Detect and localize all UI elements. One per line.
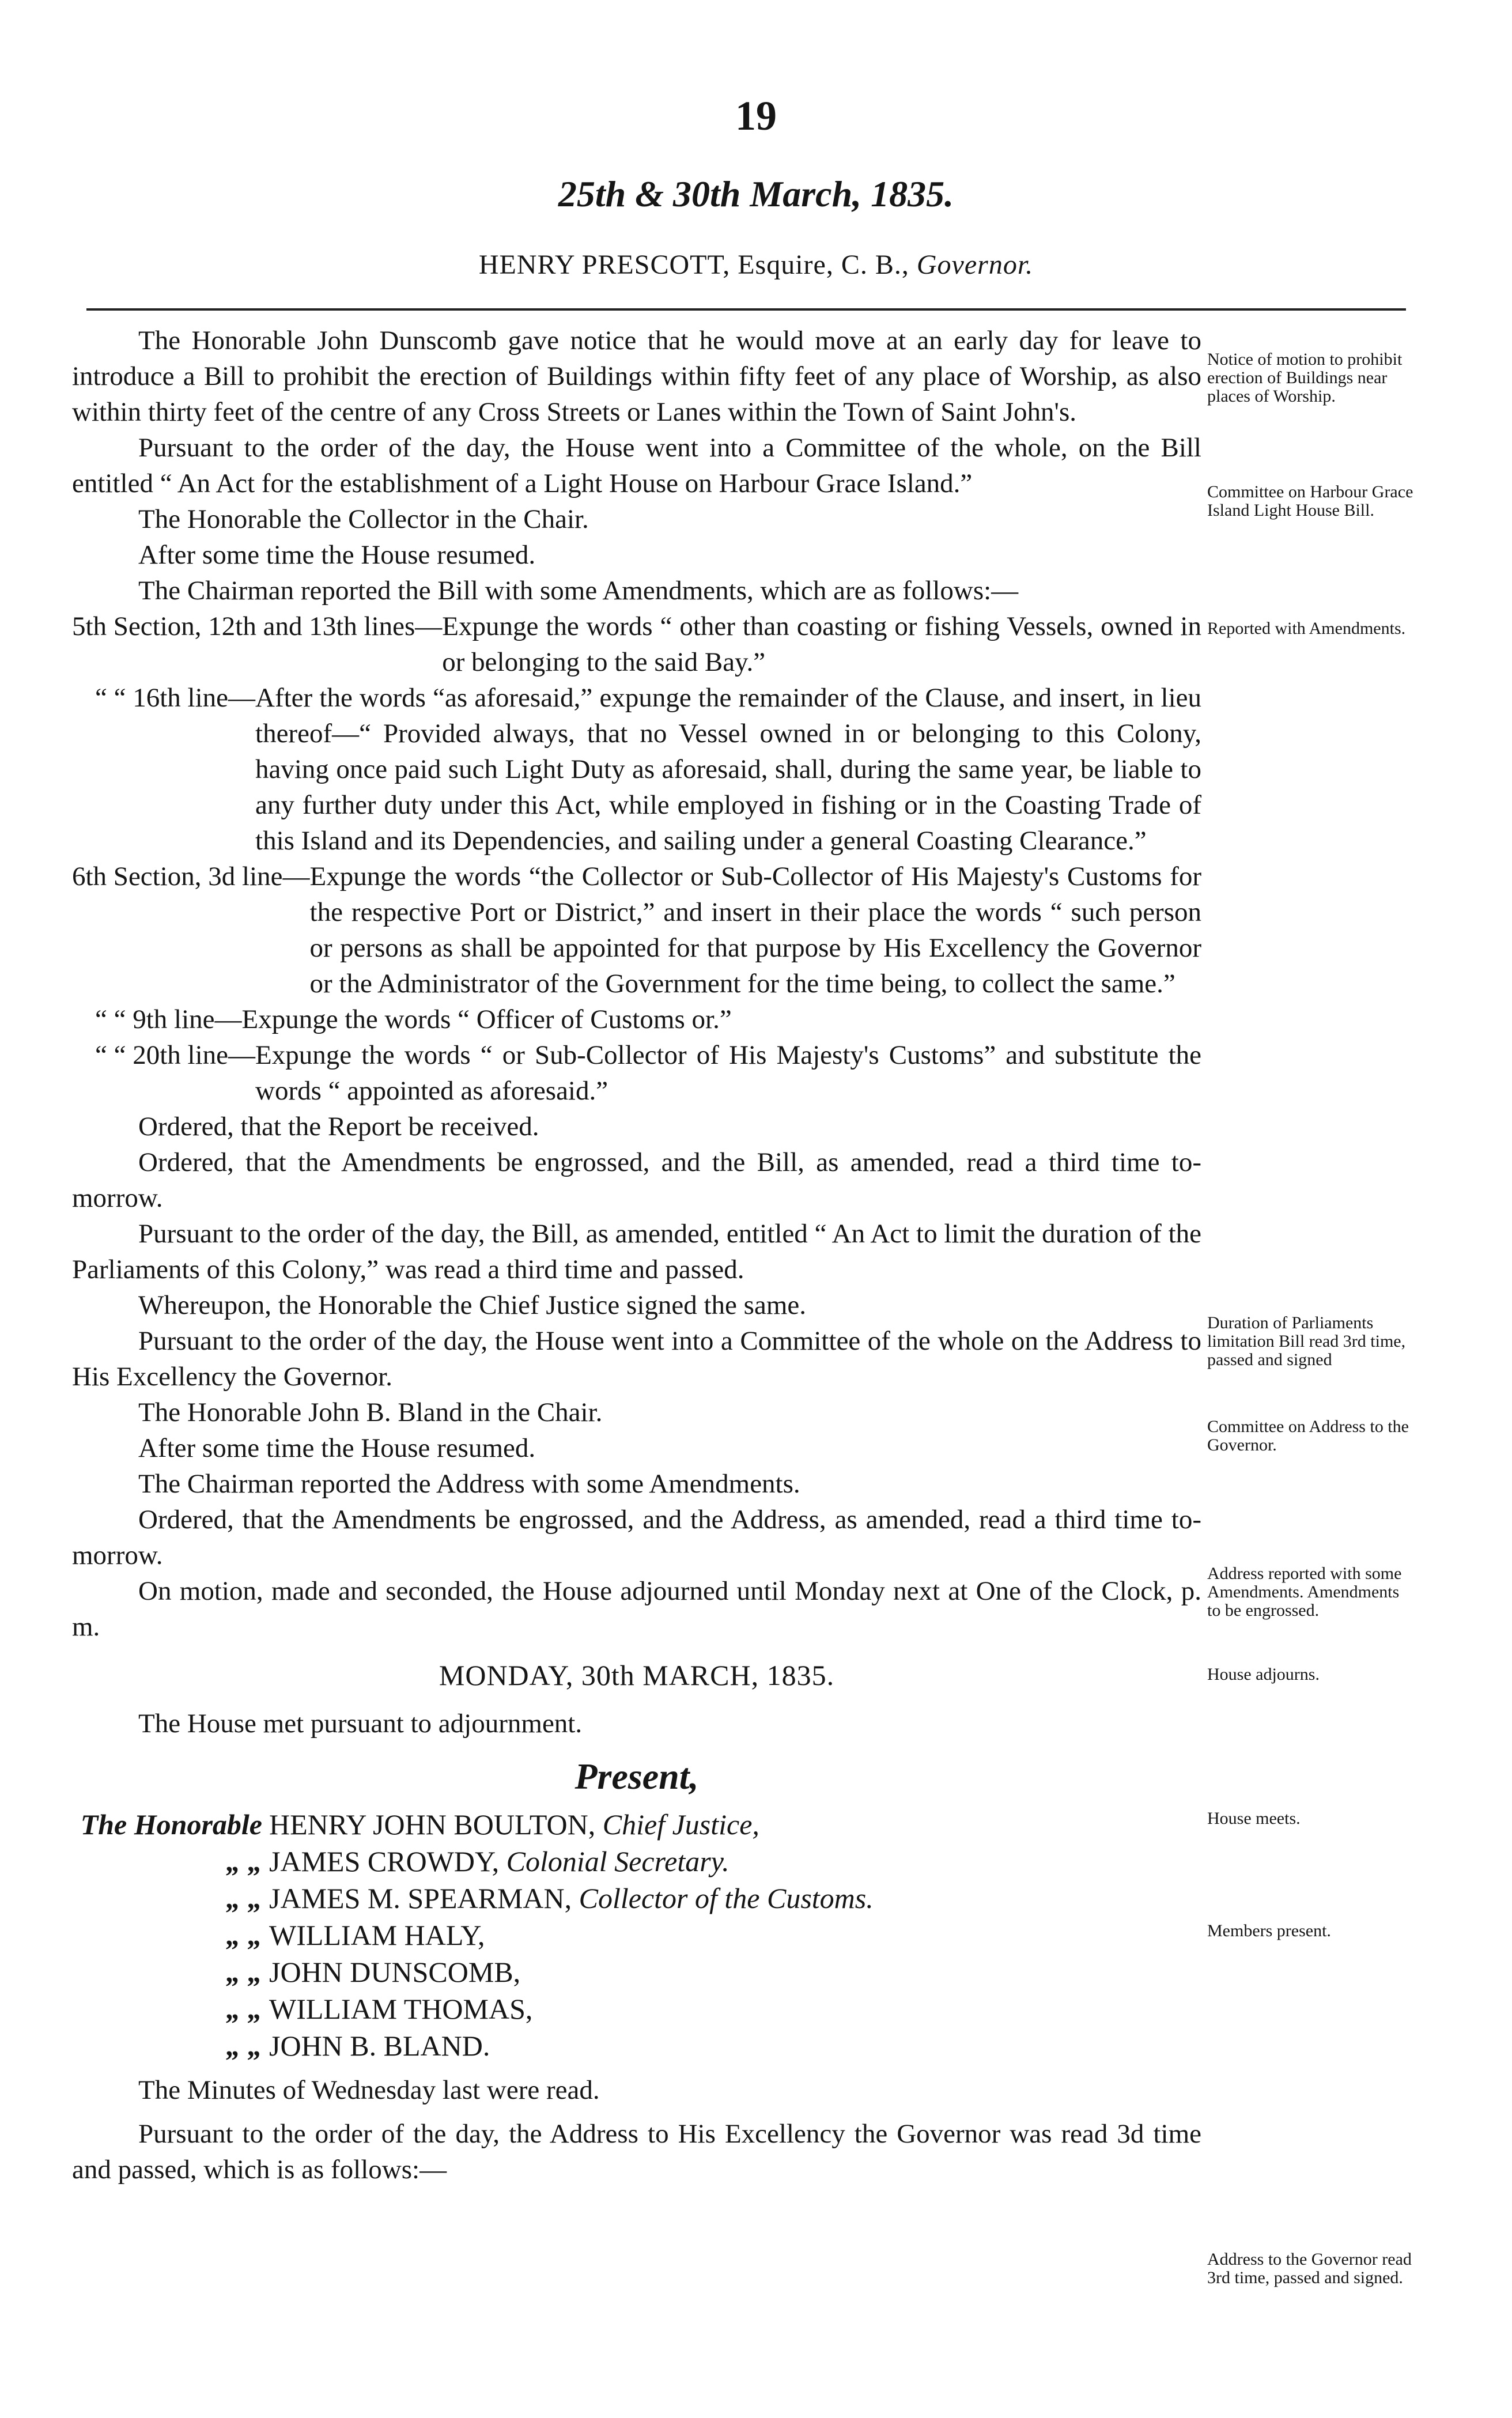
paragraph-address-engrossed: Ordered, that the Amendments be engrossed, and the Address, as amended, read a third time to-morrow. — [72, 1505, 1201, 1570]
paragraph-report-received: Ordered, that the Report be received. — [138, 1112, 539, 1142]
governor-name: HENRY PRESCOTT, Esquire, C. B., — [478, 250, 909, 280]
amendment-label: “ “ 20th line— — [95, 1040, 256, 1070]
page-number: 19 — [735, 93, 777, 139]
amendment-5 — [72, 1037, 1201, 1109]
member-role: Colonial Secretary. — [506, 1845, 729, 1877]
member-prefix: „ „ — [226, 1956, 262, 1988]
paragraph-chairman-report: The Chairman reported the Bill with some Amendments, which are as follows:— — [138, 576, 1019, 606]
member-name: JAMES CROWDY, — [269, 1845, 500, 1877]
member-name: JOHN B. BLAND. — [269, 2030, 490, 2062]
margin-note-reported: Reported with Amendments. — [1207, 619, 1406, 638]
amendment-label: 6th Section, 3d line— — [72, 862, 310, 891]
member-row — [72, 1880, 1201, 1917]
paragraph-parliaments-bill: Pursuant to the order of the day, the Bill, as amended, entitled “ An Act to limit the duration of the Parliaments of this Colony,” was read a third time and passed. — [72, 1219, 1201, 1284]
amendment-3 — [72, 859, 1201, 1002]
margin-note-notice: Notice of motion to prohibit erection of Buildings near places of Worship. — [1207, 350, 1403, 406]
member-row — [72, 1954, 1201, 1990]
member-prefix: „ „ — [226, 1919, 262, 1951]
governor-line — [0, 249, 1512, 281]
member-row — [72, 2027, 1201, 2064]
governor-title: Governor. — [916, 250, 1034, 280]
amendment-1 — [72, 609, 1201, 680]
amendment-2 — [72, 680, 1201, 859]
paragraph-minutes-read: The Minutes of Wednesday last were read. — [138, 2075, 600, 2105]
member-row — [72, 1806, 1201, 1843]
member-prefix: The Honorable — [80, 1808, 262, 1841]
margin-note-parliaments: Duration of Parliaments limitation Bill read 3rd time, passed and signed — [1207, 1313, 1406, 1369]
member-name: JOHN DUNSCOMB, — [269, 1956, 521, 1988]
member-prefix: „ „ — [226, 1882, 262, 1914]
amendment-label: 5th Section, 12th and 13th lines— — [72, 611, 443, 641]
member-role: Collector of the Customs. — [579, 1882, 874, 1914]
member-row — [72, 1990, 1201, 2027]
amendment-text: Expunge the words “ other than coasting or fishing Vessels, owned in or belonging to the said Bay.” — [442, 611, 1201, 677]
paragraph-resumed: After some time the House resumed. — [138, 540, 536, 570]
margin-note-address-passed: Address to the Governor read 3rd time, passed and signed. — [1207, 2250, 1412, 2287]
amendment-label: “ “ 16th line— — [95, 683, 256, 713]
amendment-text: Expunge the words “the Collector or Sub-Collector of His Majesty's Customs for the respective Port or District,” and insert in their place the words “ such person or persons as shall be appointed for that purpose by His Excellency the Governor or the Administrator of the Government for the time being, to collect the same.” — [309, 862, 1201, 999]
margin-note-lighthouse: Committee on Harbour Grace Island Light House Bill. — [1207, 482, 1413, 520]
paragraph-address-reported: The Chairman reported the Address with some Amendments. — [138, 1469, 800, 1499]
paragraph-house-met: The House met pursuant to adjournment. — [138, 1709, 583, 1739]
header-rule — [86, 308, 1406, 311]
date-heading: 25th & 30th March, 1835. — [558, 173, 954, 214]
amendment-4 — [72, 1002, 1201, 1037]
paragraph-amendments-engrossed: Ordered, that the Amendments be engrossed, and the Bill, as amended, read a third time to-morrow. — [72, 1147, 1201, 1213]
margin-note-adjourns: House adjourns. — [1207, 1665, 1320, 1684]
amendment-label: “ “ 9th line— — [95, 1004, 242, 1034]
present-heading: Present, — [574, 1756, 699, 1797]
margin-note-address-reported: Address reported with some Amendments. Amendments to be engrossed. — [1207, 1564, 1402, 1620]
paragraph-address-read-third: Pursuant to the order of the day, the Address to His Excellency the Governor was read 3d time and passed, which is as follows:— — [72, 2119, 1201, 2185]
member-prefix: „ „ — [226, 1993, 262, 2025]
member-name: WILLIAM THOMAS, — [269, 1993, 533, 2025]
member-name: WILLIAM HALY, — [269, 1919, 485, 1951]
member-prefix: „ „ — [226, 1845, 262, 1877]
paragraph-resumed-2: After some time the House resumed. — [138, 1433, 536, 1463]
member-row — [72, 1843, 1201, 1880]
amendment-text: Expunge the words “ or Sub-Collector of His Majesty's Customs” and substitute the words “ appointed as aforesaid.” — [255, 1040, 1201, 1106]
amendment-text: Expunge the words “ Officer of Customs or.” — [241, 1004, 732, 1034]
margin-note-meets: House meets. — [1207, 1809, 1301, 1828]
paragraph-notice-buildings: The Honorable John Dunscomb gave notice that he would move at an early day for leave to introduce a Bill to prohibit the erection of Buildings within fifty feet of any place of Worship, as also within thirty feet of the centre of any Cross Streets or Lanes within the Town of Saint John's. — [72, 326, 1201, 427]
members-list — [72, 1806, 1201, 2064]
paragraph-committee-address: Pursuant to the order of the day, the House went into a Committee of the whole on the Address to His Excellency the Governor. — [72, 1326, 1201, 1392]
member-prefix: „ „ — [226, 2030, 262, 2062]
paragraph-chief-justice-signed: Whereupon, the Honorable the Chief Justice signed the same. — [138, 1290, 806, 1320]
member-name: JAMES M. SPEARMAN, — [269, 1882, 572, 1914]
paragraph-adjourned: On motion, made and seconded, the House adjourned until Monday next at One of the Clock, p. m. — [72, 1576, 1201, 1642]
paragraph-chair: The Honorable the Collector in the Chair. — [138, 504, 589, 534]
member-name: HENRY JOHN BOULTON, — [269, 1808, 596, 1841]
paragraph-bland-chair: The Honorable John B. Bland in the Chair. — [138, 1397, 603, 1427]
member-role: Chief Justice, — [602, 1808, 759, 1841]
paragraph-committee-lighthouse: Pursuant to the order of the day, the House went into a Committee of the whole, on the Bill entitled “ An Act for the establishment of a Light House on Harbour Grace Island.” — [72, 433, 1201, 498]
margin-note-members: Members present. — [1207, 1921, 1331, 1940]
monday-heading: MONDAY, 30th MARCH, 1835. — [439, 1659, 835, 1691]
amendment-text: After the words “as aforesaid,” expunge the remainder of the Clause, and insert, in lieu thereof—“ Provided always, that no Vessel owned in or belonging to this Colony, having once paid such Light Duty as aforesaid, shall, during the same year, be liable to any further duty under this Act, while employed in fishing or in the Coasting Trade of this Island and its Dependencies, and sailing under a general Coasting Clearance.” — [255, 683, 1201, 856]
member-row — [72, 1917, 1201, 1954]
minutes-body — [72, 323, 1201, 2187]
margin-note-address-committee: Committee on Address to the Governor. — [1207, 1417, 1409, 1454]
